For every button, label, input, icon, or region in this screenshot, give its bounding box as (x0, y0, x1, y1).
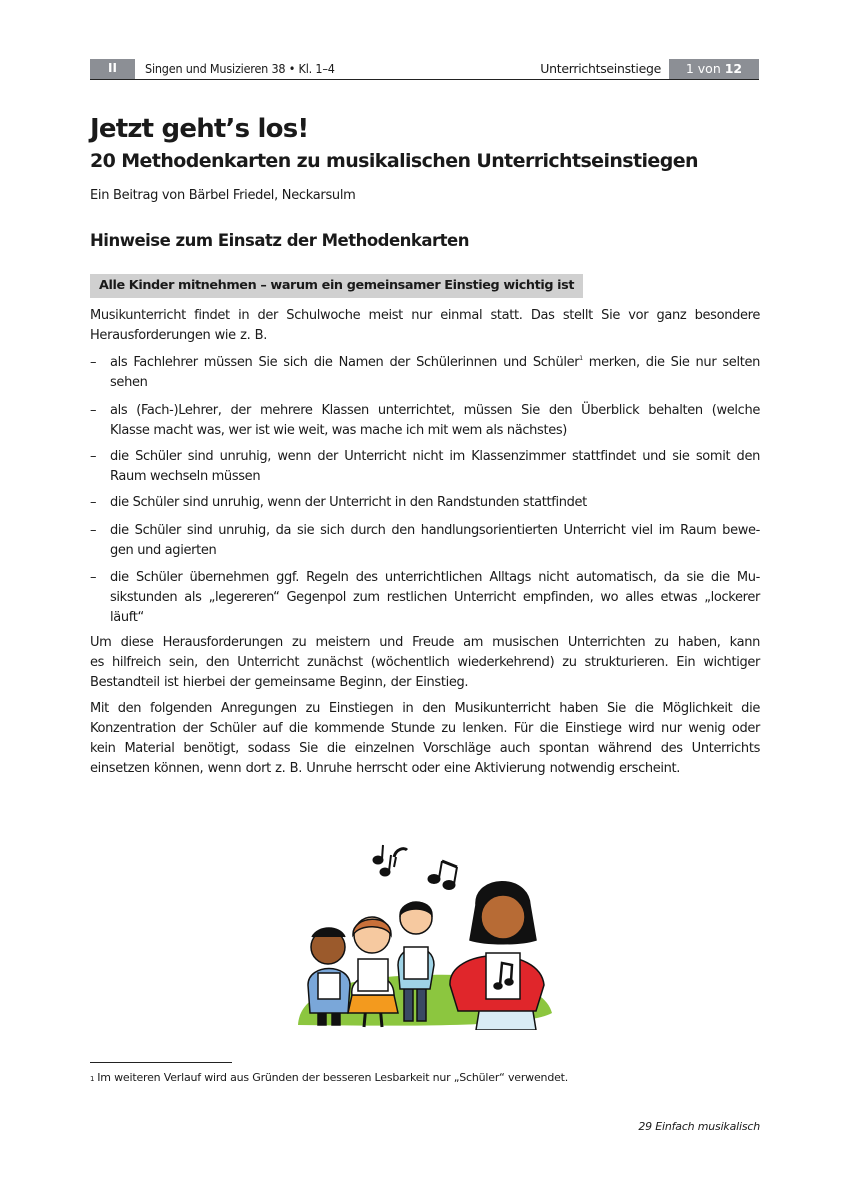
text-line: einsetzen können, wenn dort z. B. Unruhe herrscht oder eine Aktivierung notwendig erscheint. (90, 761, 681, 776)
page-header (90, 59, 759, 80)
dash-marker: – (90, 403, 97, 418)
text-line: Um diese Herausforderungen zu meistern und Freude am musischen Unterrichten zu haben, kann (90, 635, 760, 650)
page-counter (669, 59, 759, 79)
text-span: als Fachlehrer müssen Sie sich die Namen der Schülerinnen und Schüler (110, 355, 580, 370)
page-total: 12 (724, 61, 743, 76)
text-line: die Schüler sind unruhig, da sie sich durch den handlungsorientierten Unterricht viel im Raum bewe- (110, 523, 760, 538)
text-line: Konzentration der Schüler auf die kommende Stunde zu lenken. Für die Einstiege wird nur wenig oder (90, 721, 760, 736)
topic-label: Unterrichtseinstiege (540, 61, 661, 76)
footnote-divider (90, 1062, 232, 1063)
list-item (90, 353, 760, 393)
page-footer: 29 Einfach musikalisch (638, 1120, 760, 1133)
child-figure (308, 928, 350, 1025)
text-line: die Schüler sind unruhig, wenn der Unterricht nicht im Klassenzimmer stattfindet und sie somit den (110, 449, 760, 464)
section-heading: Hinweise zum Einsatz der Methodenkarten (90, 231, 469, 250)
section-marker-box: II (90, 59, 135, 79)
author-line: Ein Beitrag von Bärbel Friedel, Neckarsulm (90, 188, 356, 203)
page-of-label: von (697, 61, 721, 76)
page-current: 1 (685, 61, 694, 76)
text-span: merken, die Sie nur selten (582, 355, 760, 370)
dash-marker: – (90, 570, 97, 585)
page-subtitle: 20 Methodenkarten zu musikalischen Unterrichtseinstiegen (90, 150, 698, 172)
music-notes-icon (373, 845, 457, 890)
singing-children-illustration (290, 835, 560, 1030)
text-line: Raum wechseln müssen (110, 469, 261, 484)
text-line: sehen (110, 375, 148, 390)
text-line: gen und agierten (110, 543, 217, 558)
child-figure (450, 882, 544, 1030)
dash-marker: – (90, 355, 97, 370)
list-item (90, 568, 760, 628)
text-line: Herausforderungen wie z. B. (90, 328, 268, 343)
text-line (110, 353, 760, 373)
text-line: die Schüler übernehmen ggf. Regeln des unterrichtlichen Alltags nicht automatisch, da sie die Mu- (110, 570, 760, 585)
text-line: Klasse macht was, wer ist wie weit, was mache ich mit wem als nächstes) (110, 423, 568, 438)
paragraph (90, 633, 760, 693)
list-item (90, 401, 760, 441)
text-line: es hilfreich sein, den Unterricht zunächst (wöchentlich wiederkehrend) zu strukturieren. Ein wichtiger (90, 655, 760, 670)
dash-marker: – (90, 523, 97, 538)
list-item (90, 447, 760, 487)
text-line: Musikunterricht findet in der Schulwoche meist nur einmal statt. Das stellt Sie vor ganz besondere (90, 308, 760, 323)
text-line: läuft“ (110, 610, 144, 625)
text-line: sikstunden als „legereren“ Gegenpol zum restlichen Unterricht empfinden, wo alles etwas „lockerer (110, 590, 760, 605)
footnote-mark: 1 (90, 1075, 95, 1083)
list-item (90, 493, 760, 513)
dash-marker: – (90, 495, 97, 510)
footnote-ref: 1 (579, 355, 583, 362)
callout-box: Alle Kinder mitnehmen – warum ein gemeinsamer Einstieg wichtig ist (90, 274, 583, 298)
paragraph (90, 699, 760, 779)
series-title: Singen und Musizieren 38 • Kl. 1–4 (145, 61, 335, 76)
footnote (90, 1070, 568, 1086)
text-line: die Schüler sind unruhig, wenn der Unterricht in den Randstunden stattfindet (110, 495, 587, 510)
text-line: als (Fach-)Lehrer, der mehrere Klassen unterrichtet, müssen Sie den Überblick behalten (welche (110, 403, 760, 418)
dash-marker: – (90, 449, 97, 464)
text-line: kein Material benötigt, sodass Sie die einzelnen Vorschläge auch spontan während des Unterrichts (90, 741, 760, 756)
text-line: Bestandteil ist hierbei der gemeinsame Beginn, der Einstieg. (90, 675, 469, 690)
list-item (90, 521, 760, 561)
page-title: Jetzt geht’s los! (90, 114, 309, 144)
footnote-text: Im weiteren Verlauf wird aus Gründen der besseren Lesbarkeit nur „Schüler“ verwendet. (97, 1071, 569, 1084)
child-figure (348, 917, 398, 1027)
intro-paragraph (90, 306, 760, 346)
text-line: Mit den folgenden Anregungen zu Einstiegen in den Musikunterricht haben Sie die Möglichkeit die (90, 701, 760, 716)
